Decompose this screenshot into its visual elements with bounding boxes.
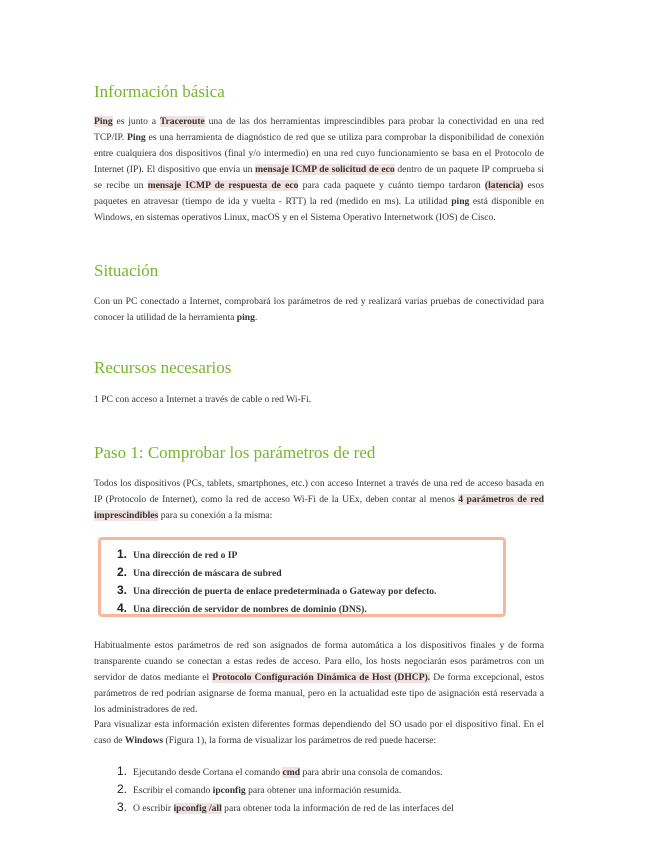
text-run: para obtener una información resumida.	[245, 785, 402, 796]
text-run: una de las dos herramientas imprescindibles para probar la conectividad en una red TCP/IP.	[94, 116, 544, 143]
highlighted-term: mensaje ICMP de solicitud de eco	[255, 164, 395, 175]
highlighted-term: cmd	[282, 767, 301, 778]
text-run: dentro de un paquete IP comprueba si se recibe un	[94, 164, 544, 191]
text-run: para cada paquete y cuánto tiempo tardaron	[298, 180, 485, 191]
paragraph-situacion	[94, 294, 544, 326]
paragraph-visualizar	[94, 717, 544, 749]
text-run: Habitualmente estos parámetros de red son asignados de forma automática a los dispositivos finales y de forma transparente cuando se conectan a estas redes de acceso. Para ello, los hosts negociarán esos parámetros con un servidor de datos mediante el	[94, 640, 544, 683]
highlighted-term: Ping	[94, 116, 113, 127]
highlighted-term: (latencia)	[484, 180, 524, 191]
text-run: Con un PC conectado a Internet, comprobará los parámetros de red y realizará varias pruebas de conectividad para conocer la utilidad de la herramienta	[94, 296, 544, 323]
text-run: está disponible en Windows, en sistemas operativos Linux, macOS y en el Sistema Operativo Internetwork (IOS) de Cisco.	[94, 196, 545, 223]
bold-term: ping	[236, 312, 255, 323]
paragraph-recursos	[94, 392, 544, 408]
text-run: 1 PC con acceso a Internet a través de cable o red Wi-Fi.	[94, 394, 312, 405]
paragraph-paso-1-intro	[94, 476, 544, 524]
text-run: De forma excepcional, estos parámetros de red podrían asignarse de forma manual, pero en la actualidad este tipo de asignación está reservada a los administradores de red.	[94, 672, 544, 715]
text-run: es junto a	[112, 116, 160, 127]
heading-informacion-basica: Información básica	[94, 82, 225, 101]
text-run: Ejecutando desde Cortana el comando	[133, 767, 283, 778]
heading-situacion: Situación	[94, 261, 159, 280]
highlighted-term: mensaje ICMP de respuesta de eco	[147, 180, 299, 191]
highlighted-term: 4 parámetros de red imprescindibles	[94, 494, 544, 521]
text-run: para su conexión a la misma:	[158, 510, 273, 521]
highlighted-term: Protocolo Configuración Dinámica de Host (DHCP).	[212, 672, 431, 683]
text-run: .	[254, 312, 258, 323]
text-run: Escribir el comando	[133, 785, 213, 796]
list-item-parameter: 3. Una dirección de puerta de enlace predeterminada o Gateway por defecto.	[117, 583, 437, 597]
text-run: para abrir una consola de comandos.	[300, 767, 443, 778]
text-run: O escribir	[133, 803, 174, 814]
bold-term: Windows	[124, 735, 164, 746]
list-item-parameter: 1. Una dirección de red o IP	[117, 547, 238, 561]
heading-paso-1: Paso 1: Comprobar los parámetros de red	[94, 443, 376, 462]
list-item-parameter: 2. Una dirección de máscara de subred	[117, 565, 282, 579]
heading-recursos-necesarios: Recursos necesarios	[94, 358, 232, 377]
text-run: es una herramienta de diagnóstico de red que se utiliza para comprobar la disponibilidad de conexión entre cualquiera dos dispositivos (final y/o intermedio) en una red cuyo funcionamiento se basa en el Protocolo de Internet (IP). El dispositivo que envía un	[94, 132, 544, 175]
list-item-parameter: 4. Una dirección de servidor de nombres de dominio (DNS).	[117, 601, 367, 615]
list-item-way: 2. Escribir el comando ipconfig para obtener una información resumida.	[117, 782, 402, 796]
highlighted-term: Traceroute	[159, 116, 205, 127]
text-run: (Figura 1), la forma de visualizar los parámetros de red puede hacerse:	[163, 735, 437, 746]
text-run: Para visualizar esta información existen diferentes formas dependiendo del SO usado por el dispositivo final. En el caso de	[94, 719, 544, 746]
bold-term: Ping	[127, 132, 146, 143]
highlighted-term: ipconfig /all	[173, 803, 222, 814]
paragraph-informacion-basica	[94, 114, 544, 226]
text-run: para obtener toda la información de red de las interfaces del	[221, 803, 454, 814]
text-run: Todos los dispositivos (PCs, tablets, smartphones, etc.) con acceso Internet a través de una red de acceso basada en IP (Protocolo de Internet), como la red de acceso Wi-Fi de la UEx, deben contar al menos	[94, 478, 544, 505]
list-item-way: 3. O escribir ipconfig /all para obtener toda la información de red de las interfaces del	[117, 800, 454, 814]
bold-term: ping	[451, 196, 470, 207]
list-item-way: 1. Ejecutando desde Cortana el comando cmd para abrir una consola de comandos.	[117, 764, 443, 778]
paragraph-dhcp	[94, 638, 544, 718]
bold-term: ipconfig	[212, 785, 246, 796]
text-run: esos paquetes en atravesar (tiempo de ida y vuelta - RTT) la red (medido en ms). La utilidad	[94, 180, 545, 207]
